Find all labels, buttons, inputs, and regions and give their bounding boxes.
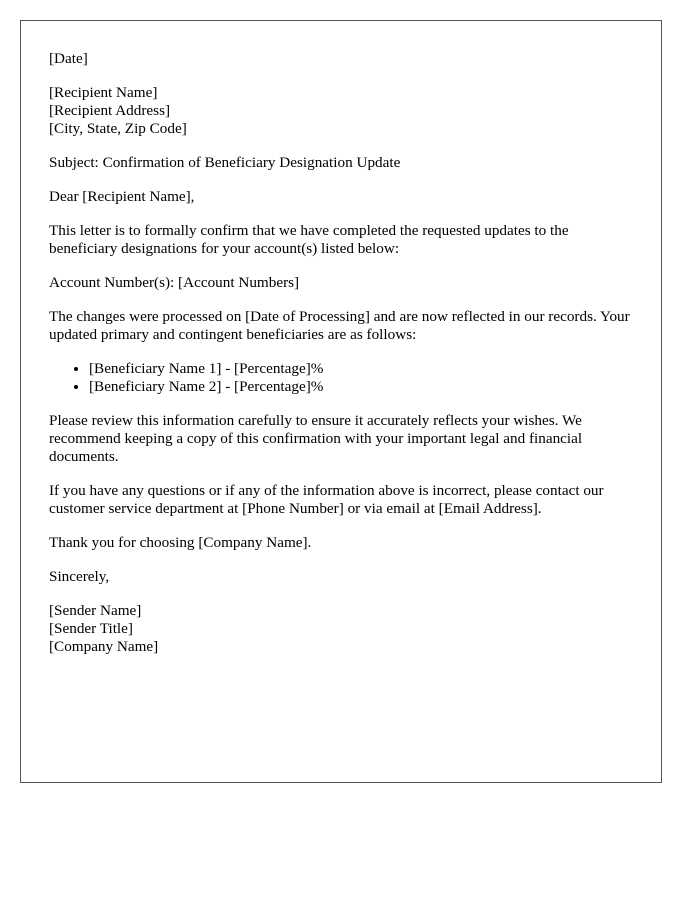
recipient-city-state-zip: [City, State, Zip Code] bbox=[49, 120, 187, 137]
letter-greeting: Dear [Recipient Name], bbox=[49, 188, 195, 205]
letter-page bbox=[20, 20, 662, 783]
recipient-block bbox=[49, 84, 639, 138]
recipient-name: [Recipient Name] bbox=[49, 84, 158, 101]
sender-name: [Sender Name] bbox=[49, 602, 142, 619]
sender-company: [Company Name] bbox=[49, 638, 159, 655]
letter-date: [Date] bbox=[49, 50, 88, 67]
questions-paragraph: If you have any questions or if any of the information above is incorrect, please contact our customer service department at [Phone Number] or via email at [Email Address]. bbox=[49, 482, 604, 517]
review-paragraph: Please review this information carefully to ensure it accurately reflects your wishes. We recommend keeping a copy of this confirmation with your important legal and financial documents. bbox=[49, 412, 583, 465]
account-numbers: Account Number(s): [Account Numbers] bbox=[49, 274, 300, 291]
thanks-paragraph: Thank you for choosing [Company Name]. bbox=[49, 534, 312, 551]
intro-paragraph: This letter is to formally confirm that we have completed the requested updates to the beneficiary designations for your account(s) listed below: bbox=[49, 222, 569, 257]
closing: Sincerely, bbox=[49, 568, 110, 585]
sender-title: [Sender Title] bbox=[49, 620, 133, 637]
list-item: • [Beneficiary Name 1] - [Percentage]% bbox=[89, 360, 639, 378]
letter-body bbox=[49, 50, 639, 656]
beneficiary-list bbox=[49, 360, 639, 396]
list-item: • [Beneficiary Name 2] - [Percentage]% bbox=[89, 378, 639, 396]
letter-subject: Subject: Confirmation of Beneficiary Designation Update bbox=[49, 154, 401, 171]
sender-block bbox=[49, 602, 639, 656]
changes-paragraph: The changes were processed on [Date of Processing] and are now reflected in our records. Your updated primary and contingent beneficiaries are as follows: bbox=[49, 308, 630, 343]
recipient-address: [Recipient Address] bbox=[49, 102, 171, 119]
